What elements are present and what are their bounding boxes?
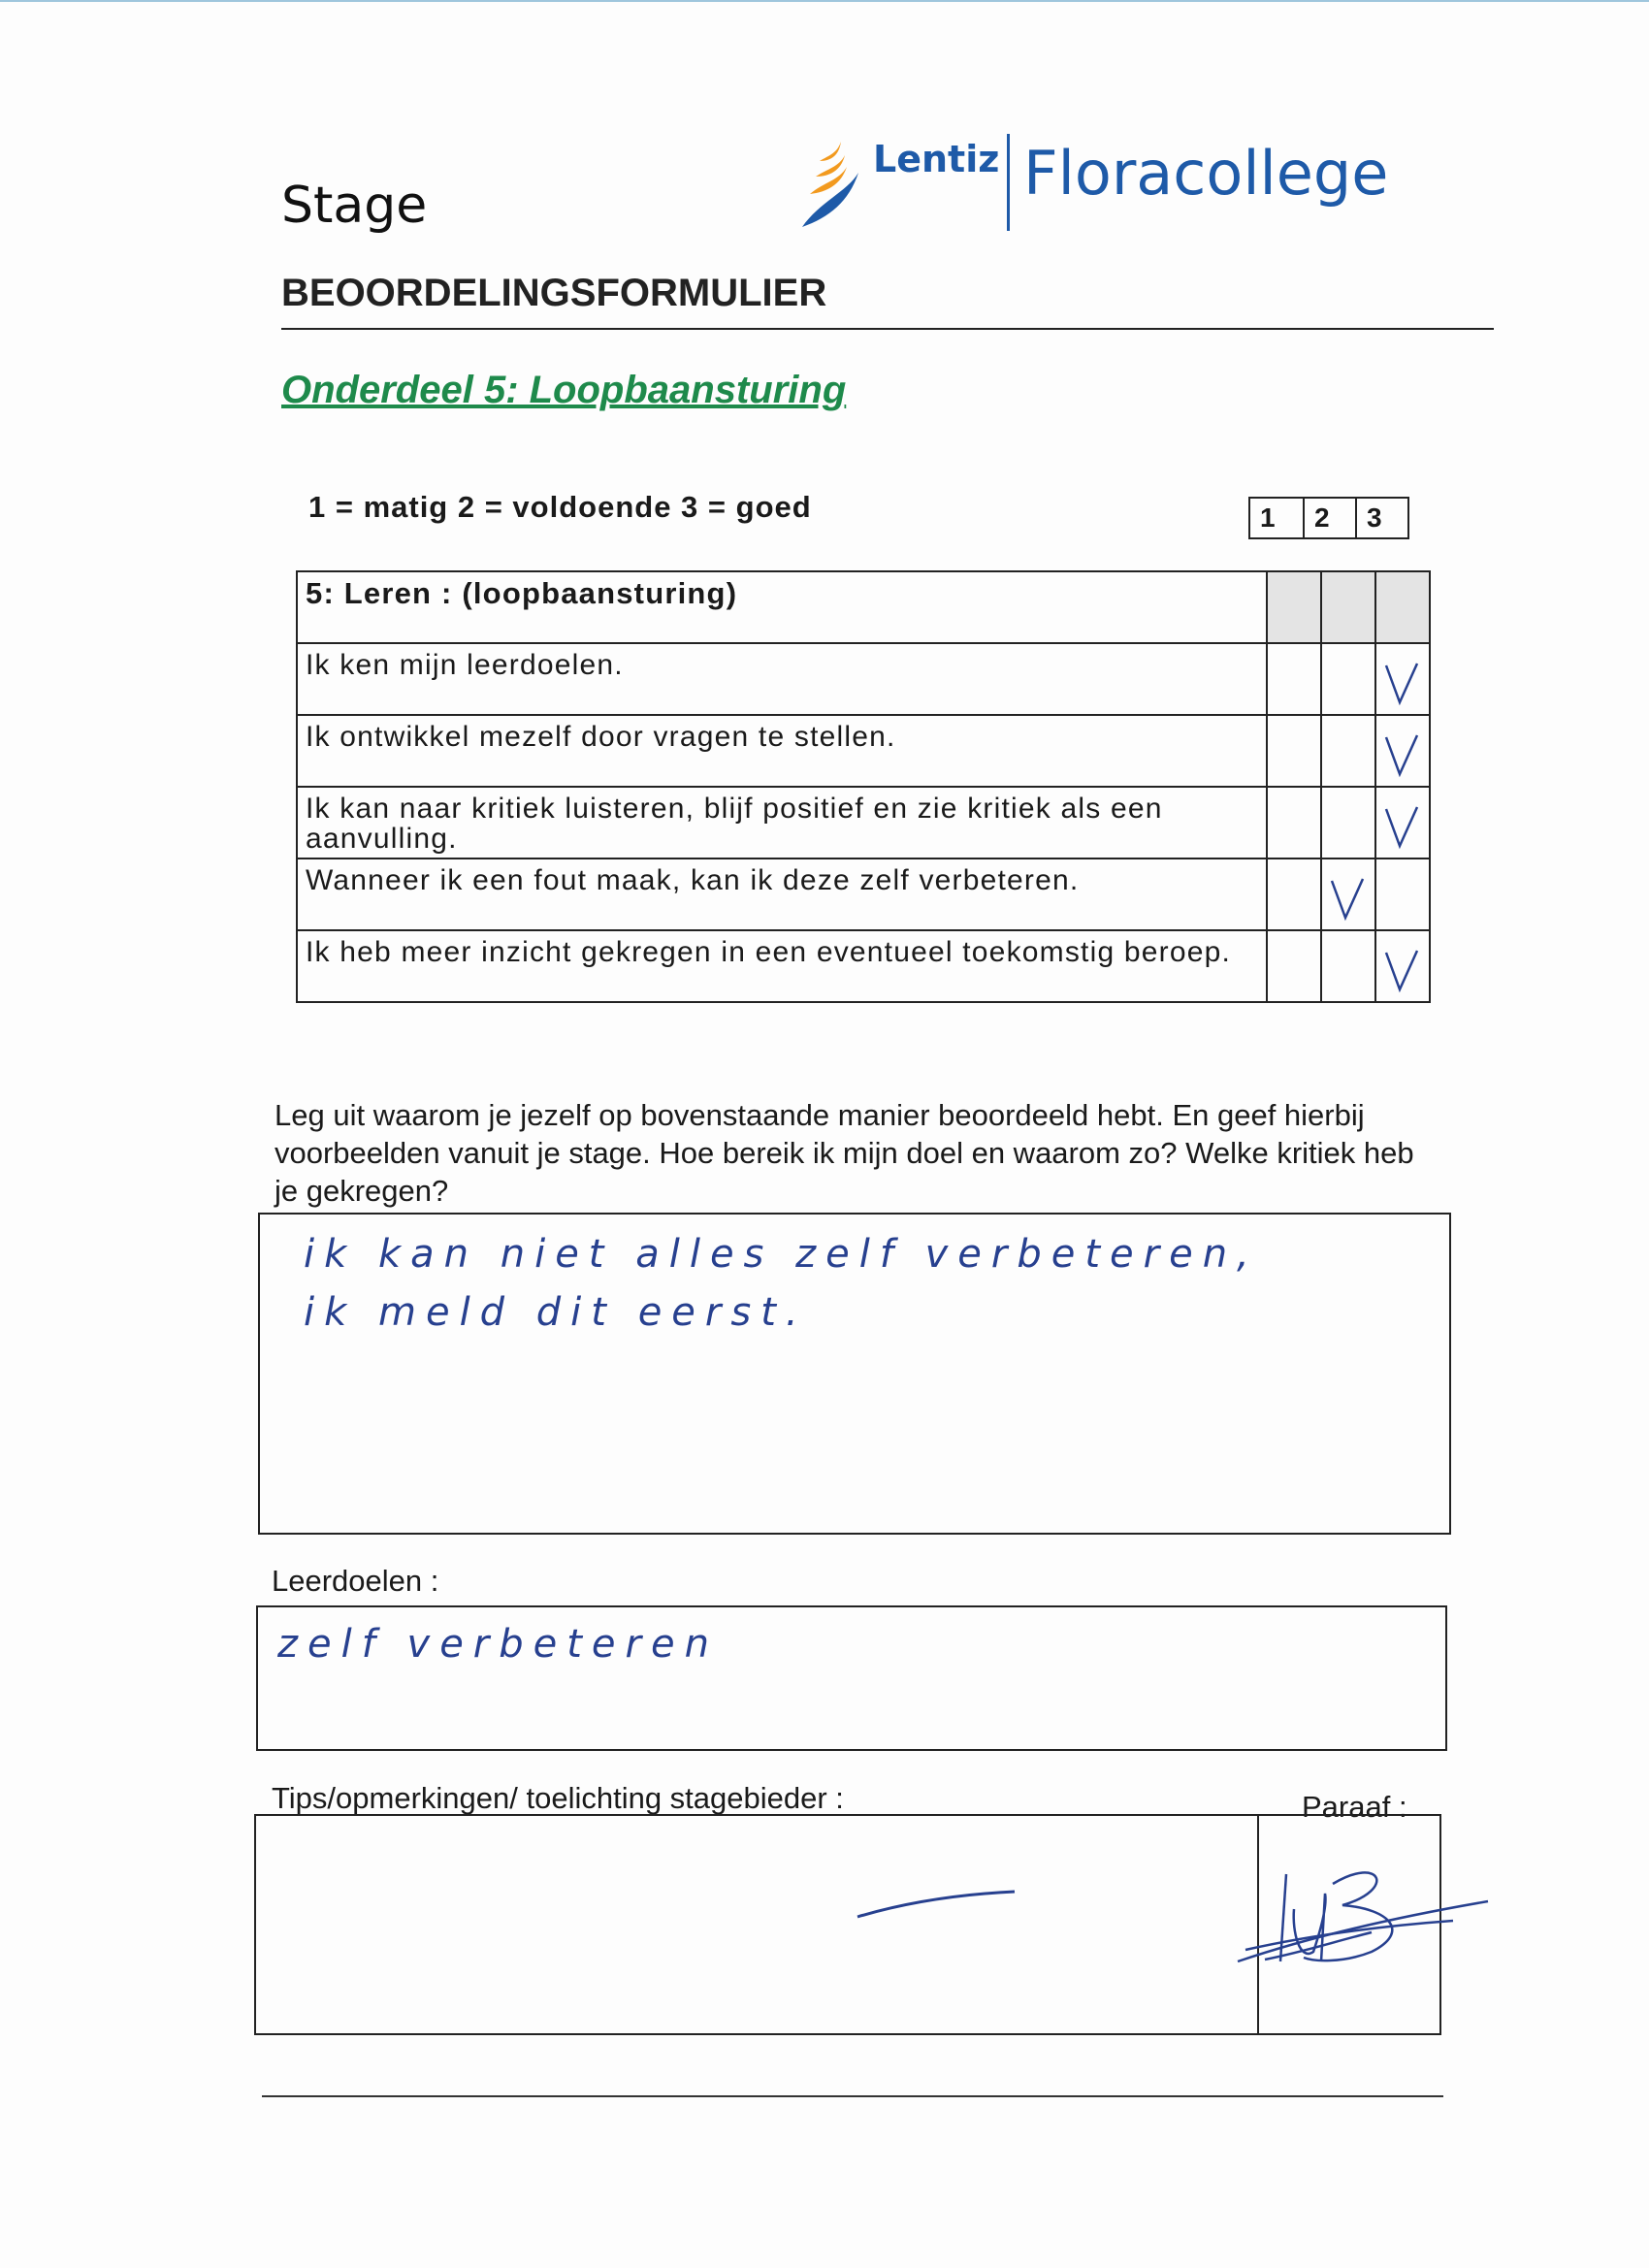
table-heading: 5: Leren : (loopbaansturing) <box>297 571 1267 643</box>
criterion-text: Ik ontwikkel mezelf door vragen te stellen. <box>297 715 1267 787</box>
scale-col-2: 2 <box>1303 499 1355 537</box>
header-rule <box>281 328 1494 330</box>
rating-cell-1[interactable] <box>1267 787 1321 859</box>
table-row <box>297 643 1430 715</box>
table-row <box>297 859 1430 930</box>
criterion-text: Ik kan naar kritiek luisteren, blijf positief en zie kritiek als een aanvulling. <box>297 787 1267 859</box>
rating-cell-2[interactable] <box>1321 787 1375 859</box>
scale-col-3: 3 <box>1355 499 1407 537</box>
rating-cell-2[interactable] <box>1321 930 1375 1002</box>
explanation-question: Leg uit waarom je jezelf op bovenstaande manier beoordeeld hebt. En geef hierbij voorbeelden vanuit je stage. Hoe bereik ik mijn doel en waarom zo? Welke kritiek heb je gekregen? <box>275 1098 1414 1208</box>
form-title: BEOORDELINGSFORMULIER <box>281 272 827 314</box>
explanation-answer-box[interactable] <box>258 1213 1451 1535</box>
table-row <box>297 715 1430 787</box>
top-edge-line <box>0 0 1649 2</box>
scale-header-box <box>1248 497 1409 539</box>
rating-cell-2[interactable] <box>1321 715 1375 787</box>
tips-box[interactable] <box>254 1814 1441 2035</box>
rating-cell-3[interactable] <box>1375 859 1430 930</box>
criterion-text: Ik heb meer inzicht gekregen in een eventueel toekomstig beroep. <box>297 930 1267 1002</box>
check-mark-icon <box>1382 947 1423 995</box>
rating-cell-3[interactable] <box>1375 930 1430 1002</box>
section-title: Onderdeel 5: Loopbaansturing <box>281 369 847 411</box>
rating-cell-1[interactable] <box>1267 930 1321 1002</box>
paraaf-label: Paraaf : <box>1302 1790 1407 1824</box>
rating-cell-3[interactable] <box>1375 787 1430 859</box>
rating-cell-1[interactable] <box>1267 715 1321 787</box>
logo-floracollege-text: Floracollege <box>1023 138 1389 209</box>
tips-label: Tips/opmerkingen/ toelichting stagebieder : <box>272 1781 844 1815</box>
logo-divider <box>1007 134 1010 231</box>
table-heading-row <box>297 571 1430 643</box>
heading-cell-2 <box>1321 571 1375 643</box>
signature-icon <box>1238 1872 1488 1961</box>
table-row <box>297 787 1430 859</box>
handwritten-answer-line-2: ik meld dit eerst. <box>304 1290 808 1335</box>
logo-lentiz-text: Lentiz <box>873 138 1000 180</box>
rating-cell-1[interactable] <box>1267 643 1321 715</box>
table-row <box>297 930 1430 1002</box>
leerdoelen-answer-box[interactable] <box>256 1605 1447 1751</box>
check-mark-icon <box>1382 731 1423 780</box>
dash-stroke-icon <box>857 1892 1015 1917</box>
check-mark-icon <box>1382 803 1423 852</box>
handwritten-leerdoelen: zelf verbeteren <box>277 1622 719 1667</box>
heading-cell-3 <box>1375 571 1430 643</box>
school-logo <box>791 134 1392 241</box>
pen-marks <box>256 1816 1517 2037</box>
rating-cell-3[interactable] <box>1375 715 1430 787</box>
scale-legend: 1 = matig 2 = voldoende 3 = goed <box>308 490 812 524</box>
heading-cell-1 <box>1267 571 1321 643</box>
criterion-text: Ik ken mijn leerdoelen. <box>297 643 1267 715</box>
check-mark-icon <box>1328 875 1369 923</box>
criterion-text: Wanneer ik een fout maak, kan ik deze zelf verbeteren. <box>297 859 1267 930</box>
check-mark-icon <box>1382 660 1423 708</box>
rating-cell-1[interactable] <box>1267 859 1321 930</box>
page-title: Stage <box>281 177 428 235</box>
handwritten-answer-line-1: ik kan niet alles zelf verbeteren, <box>304 1232 1259 1277</box>
rating-table <box>296 570 1431 1003</box>
rating-cell-2[interactable] <box>1321 859 1375 930</box>
rating-cell-3[interactable] <box>1375 643 1430 715</box>
bottom-rule <box>262 2095 1443 2097</box>
leerdoelen-label: Leerdoelen : <box>272 1564 439 1598</box>
rating-cell-2[interactable] <box>1321 643 1375 715</box>
flame-logo-icon <box>791 134 868 241</box>
scale-col-1: 1 <box>1260 502 1276 533</box>
